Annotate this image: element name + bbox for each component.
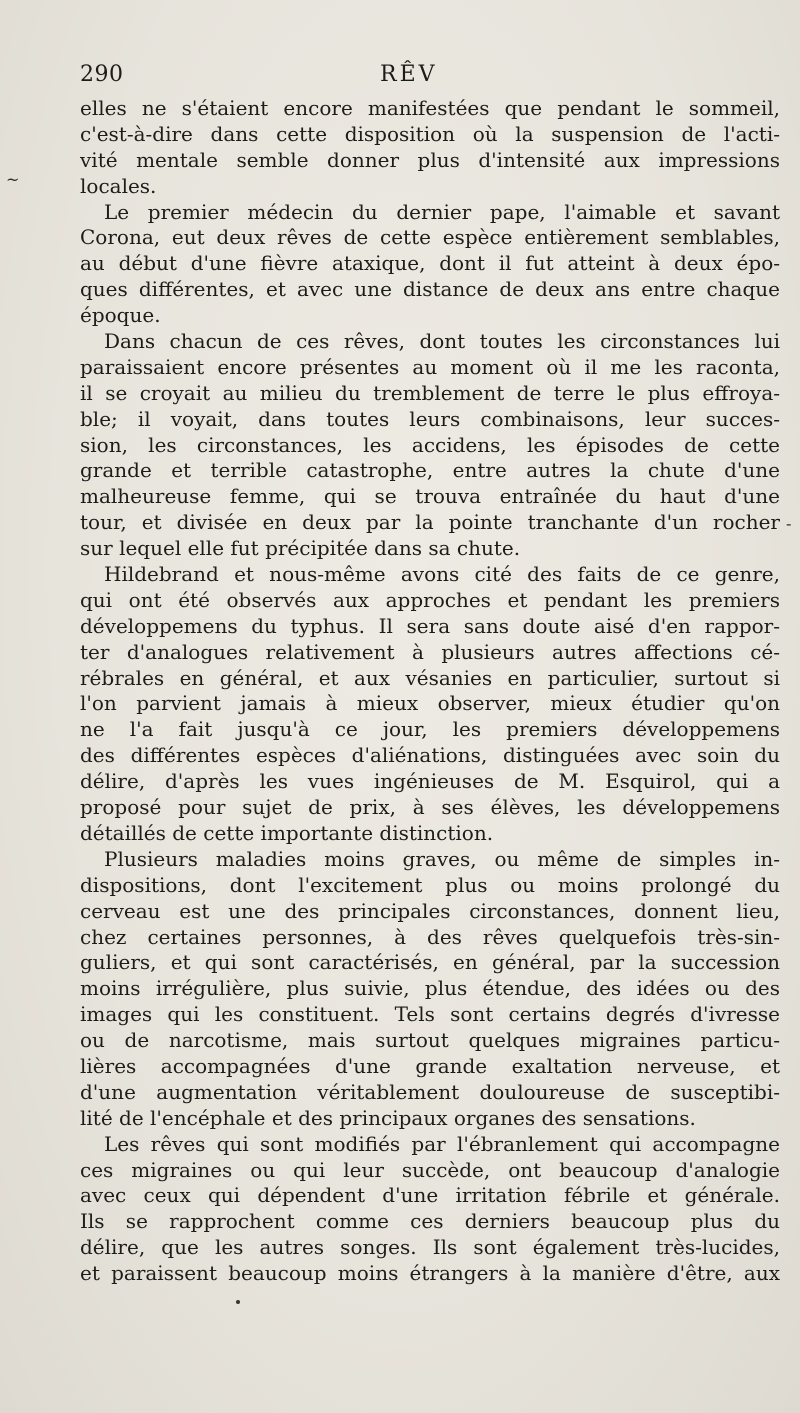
text-line: Ils se rapprochent comme ces derniers beaucoup plus du <box>80 1209 780 1234</box>
text-line: elles ne s'étaient encore manifestées que pendant le sommeil, <box>80 96 780 120</box>
text-line: sion, les circonstances, les accidens, les épisodes de cette <box>80 432 780 457</box>
text-line: ble; il voyait, dans toutes leurs combinaisons, leur succes- <box>80 406 780 431</box>
text-line: Corona, eut deux rêves de cette espèce entièrement semblables, <box>80 225 780 250</box>
text-line: proposé pour sujet de prix, à ses élèves, les développemens <box>80 795 780 820</box>
ink-spot <box>236 1300 240 1304</box>
running-head: RÊV <box>380 62 438 87</box>
text-line: époque. <box>80 303 161 328</box>
text-line: cerveau est une des principales circonstances, donnent lieu, <box>80 898 780 923</box>
page-header <box>80 62 780 96</box>
text-line: avec ceux qui dépendent d'une irritation fébrile et générale. <box>80 1183 780 1208</box>
text-line: ques différentes, et avec une distance de deux ans entre chaque <box>80 277 780 302</box>
text-line: délire, d'après les vues ingénieuses de M. Esquirol, qui a <box>80 769 780 794</box>
text-line: guliers, et qui sont caractérisés, en général, par la succession <box>80 950 780 975</box>
text-line: ne l'a fait jusqu'à ce jour, les premiers développemens <box>80 717 780 742</box>
text-line: Hildebrand et nous-même avons cité des faits de ce genre, <box>104 562 780 587</box>
text-line: chez certaines personnes, à des rêves quelquefois très-sin- <box>80 924 780 949</box>
text-line: sur lequel elle fut précipitée dans sa chute. <box>80 536 521 561</box>
text-line: ou de narcotisme, mais surtout quelques migraines particu- <box>80 1028 780 1053</box>
text-line: paraissaient encore présentes au moment où il me les raconta, <box>80 354 780 379</box>
text-line: Le premier médecin du dernier pape, l'aimable et savant <box>104 199 780 224</box>
text-line: il se croyait au milieu du tremblement de terre le plus effroya- <box>80 380 780 405</box>
text-line: qui ont été observés aux approches et pendant les premiers <box>80 587 780 612</box>
body-text <box>80 96 780 1287</box>
text-line: dispositions, dont l'excitement plus ou moins prolongé du <box>80 872 780 897</box>
text-line: Les rêves qui sont modifiés par l'ébranlement qui accompagne <box>104 1131 780 1156</box>
text-line: développemens du typhus. Il sera sans doute aisé d'en rappor- <box>80 613 780 638</box>
text-line: Plusieurs maladies moins graves, ou même de simples in- <box>104 846 780 871</box>
page-number: 290 <box>80 62 124 87</box>
text-line: Dans chacun de ces rêves, dont toutes les circonstances lui <box>104 329 780 354</box>
text-line: délire, que les autres songes. Ils sont également très-lucides, <box>80 1235 780 1260</box>
text-line: rébrales en général, et aux vésanies en particulier, surtout si <box>80 665 780 690</box>
text-line: c'est-à-dire dans cette disposition où la suspension de l'acti- <box>80 121 780 146</box>
text-line: vité mentale semble donner plus d'intensité aux impressions <box>80 147 780 172</box>
text-line: images qui les constituent. Tels sont certains degrés d'ivresse <box>80 1002 780 1027</box>
text-line: locales. <box>80 173 157 198</box>
margin-mark-left: ~ <box>6 170 20 189</box>
text-line: au début d'une fièvre ataxique, dont il fut atteint à deux épo- <box>80 251 780 276</box>
text-line: lières accompagnées d'une grande exaltation nerveuse, et <box>80 1053 780 1078</box>
text-line: malheureuse femme, qui se trouva entraînée du haut d'une <box>80 484 780 509</box>
text-line: tour, et divisée en deux par la pointe tranchante d'un rocher <box>80 510 780 535</box>
text-line: d'une augmentation véritablement douloureuse de susceptibi- <box>80 1079 780 1104</box>
text-line: ces migraines ou qui leur succède, ont beaucoup d'analogie <box>80 1157 780 1182</box>
text-line: l'on parvient jamais à mieux observer, mieux étudier qu'on <box>80 691 780 716</box>
text-line: grande et terrible catastrophe, entre autres la chute d'une <box>80 458 780 483</box>
text-line: et paraissent beaucoup moins étrangers à la manière d'être, aux <box>80 1261 780 1286</box>
text-line: des différentes espèces d'aliénations, distinguées avec soin du <box>80 743 780 768</box>
margin-mark-right: - <box>786 514 792 533</box>
text-line: ter d'analogues relativement à plusieurs autres affections cé- <box>80 639 780 664</box>
text-line: moins irrégulière, plus suivie, plus étendue, des idées ou des <box>80 976 780 1001</box>
text-line: lité de l'encéphale et des principaux organes des sensations. <box>80 1105 696 1130</box>
text-line: détaillés de cette importante distinction. <box>80 820 494 845</box>
